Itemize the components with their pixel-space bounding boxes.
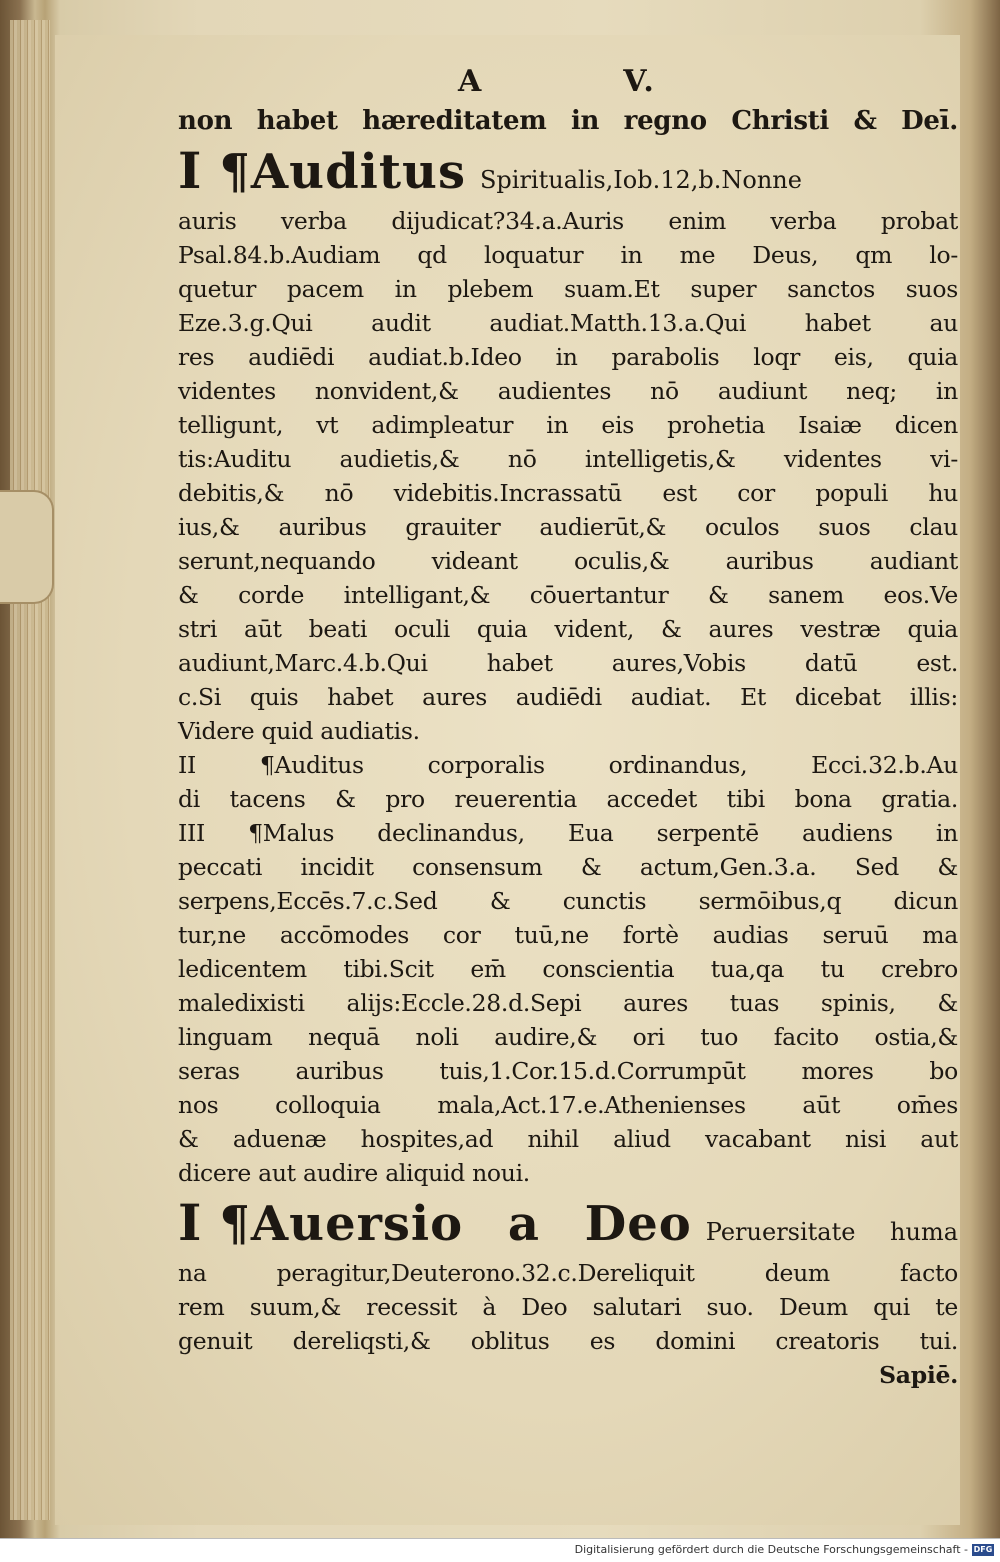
text-line: auris verba dijudicat?34.a.Auris enim verba probat (178, 207, 958, 235)
text-line: maledixisti alijs:Eccle.28.d.Sepi aures tuas spinis, & (178, 989, 958, 1017)
text-line: c.Si quis habet aures audiēdi audiat. Et dicebat illis: (178, 683, 958, 711)
text-line: videntes nonvident,& audientes nō audiunt neq; in (178, 377, 958, 405)
dfg-logo: DFG (973, 1545, 993, 1554)
text-line: dicere aut audire aliquid noui. (178, 1159, 530, 1187)
entry-title: ¶Auersio a Deo (219, 1196, 692, 1252)
text-line: non habet hæreditatem in regno Christi & Deī. (178, 106, 958, 136)
book-clasp-tab (0, 490, 54, 604)
page-edges (10, 20, 50, 1520)
text-line: res audiēdi audiat.b.Ideo in parabolis loqr eis, quia (178, 343, 958, 371)
entry-title-rest: Spiritualis,Iob.12,b.Nonne (479, 166, 802, 194)
text-line: na peragitur,Deuterono.32.c.Dereliquit deum facto (178, 1259, 958, 1287)
text-line: di tacens & pro reuerentia accedet tibi bona gratia. (178, 785, 958, 813)
text-line: seras auribus tuis,1.Cor.15.d.Corrumpūt mores bo (178, 1057, 958, 1085)
text-line: Psal.84.b.Audiam qd loquatur in me Deus, qm lo- (178, 241, 958, 269)
text-line: ius,& auribus grauiter audierūt,& oculos suos clau (178, 513, 958, 541)
text-line: audiunt,Marc.4.b.Qui habet aures,Vobis datū est. (178, 649, 958, 677)
text-line: Eze.3.g.Qui audit audiat.Matth.13.a.Qui habet au (178, 309, 958, 337)
text-line: debitis,& nō videbitis.Incrassatū est cor populi hu (178, 479, 958, 507)
text-line: serpens,Eccēs.7.c.Sed & cunctis sermōibus,q dicun (178, 887, 958, 915)
text-line: Videre quid audiatis. (178, 717, 420, 745)
text-line: II ¶Auditus corporalis ordinandus, Ecci.32.b.Au (178, 751, 958, 779)
text-line: tur,ne accōmodes cor tuū,ne fortè audias seruū ma (178, 921, 958, 949)
text-line: tis:Auditu audietis,& nō intelligetis,& videntes vi- (178, 445, 958, 473)
entry-heading-auersio (178, 1190, 958, 1256)
text-line: & aduenæ hospites,ad nihil aliud vacabant nisi aut (178, 1125, 958, 1153)
text-line: & corde intelligant,& cōuertantur & sanem eos.Ve (178, 581, 958, 609)
entry-number: I (178, 141, 202, 200)
entry-title: ¶Auditus (219, 144, 466, 200)
text-line: serunt,nequando videant oculis,& auribus audiant (178, 547, 958, 575)
page-text (178, 60, 958, 1392)
footer-credit: Digitalisierung gefördert durch die Deutsche Forschungsgemeinschaft - (574, 1543, 968, 1556)
header-left: A (458, 64, 484, 99)
entry-heading-auditus (178, 138, 958, 204)
text-line: rem suum,& recessit à Deo salutari suo. Deum qui te (178, 1293, 958, 1321)
header-right: V. (623, 64, 656, 99)
text-line: linguam nequā noli audire,& ori tuo facito ostia,& (178, 1023, 958, 1051)
text-line: ledicentem tibi.Scit em̄ conscientia tua,qa tu crebro (178, 955, 958, 983)
text-line: telligunt, vt adimpleatur in eis prohetia Isaiæ dicen (178, 411, 958, 439)
text-line: nos colloquia mala,Act.17.e.Athenienses aūt om̄es (178, 1091, 958, 1119)
text-line: genuit dereliqsti,& oblitus es domini creatoris tui. (178, 1327, 958, 1355)
digitization-footer (0, 1538, 1000, 1562)
text-line: peccati incidit consensum & actum,Gen.3.a. Sed & (178, 853, 958, 881)
text-line: III ¶Malus declinandus, Eua serpentē audiens in (178, 819, 958, 847)
text-line: quetur pacem in plebem suam.Et super sanctos suos (178, 275, 958, 303)
entry-title-rest: Peruersitate huma (705, 1218, 959, 1246)
running-header (178, 60, 958, 104)
entry-number: I (178, 1193, 202, 1252)
text-line: stri aūt beati oculi quia vident, & aures vestræ quia (178, 615, 958, 643)
catchword: Sapiē. (879, 1361, 958, 1389)
